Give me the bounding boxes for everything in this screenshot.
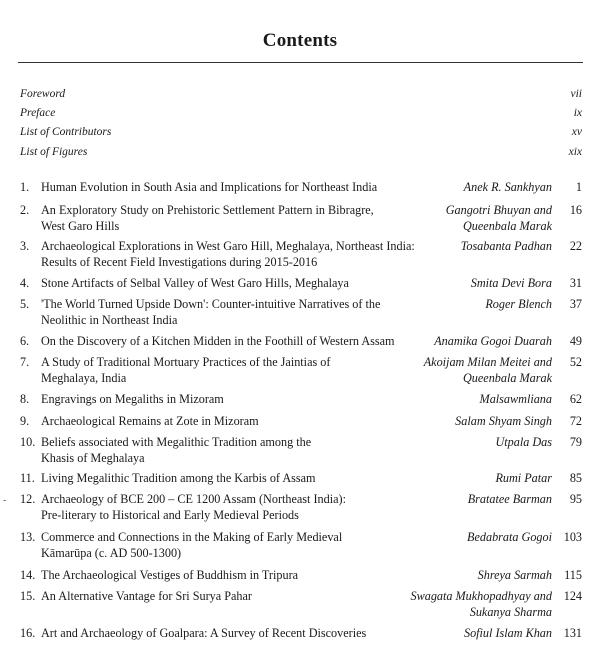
chapter-number: 14.: [20, 568, 36, 582]
chapter-title-line: Results of Recent Field Investigations during 2015-2016: [41, 254, 318, 269]
page-number: 72: [569, 414, 582, 428]
page-number: 103: [563, 530, 582, 544]
chapter-title: [41, 471, 441, 487]
author-line: Queenbala Marak: [462, 218, 552, 233]
chapter-number: 9.: [20, 414, 30, 428]
chapter-title-line: On the Discovery of a Kitchen Midden in the Foothill of Western Assam: [41, 334, 395, 348]
front-matter-label: Foreword: [20, 88, 66, 100]
chapter-title-line: Khasis of Meghalaya: [41, 450, 145, 465]
page-number: 115: [564, 568, 582, 582]
chapter-number: 4.: [20, 276, 30, 290]
chapter-title-line: Neolithic in Northeast India: [41, 312, 178, 327]
front-matter-page: vii: [570, 88, 582, 100]
chapter-number: 8.: [20, 392, 30, 406]
front-matter-item[interactable]: [20, 107, 582, 125]
chapter-authors: [382, 568, 552, 584]
chapter-title-line: Living Megalithic Tradition among the Karbis of Assam: [41, 471, 316, 485]
chapter-title: [41, 203, 441, 234]
chapter-authors: [382, 297, 552, 313]
front-matter-label: List of Contributors: [20, 126, 112, 138]
chapter-authors: [382, 392, 552, 408]
chapter-title: [41, 239, 441, 270]
page-number: 37: [569, 297, 582, 311]
author-line: Roger Blench: [485, 297, 552, 311]
chapter-authors: [382, 471, 552, 487]
toc-entry[interactable]: [20, 435, 582, 467]
chapter-number: 10.: [20, 435, 36, 449]
chapter-authors: [382, 355, 552, 386]
author-line: Utpala Das: [495, 435, 552, 449]
front-matter-item[interactable]: [20, 88, 582, 106]
chapter-title: [41, 589, 441, 605]
chapter-number: 11.: [20, 471, 35, 485]
margin-mark: -: [3, 495, 7, 506]
chapter-title-line: A Study of Traditional Mortuary Practices of the Jaintias of: [41, 355, 331, 369]
chapter-title-line: Pre-literary to Historical and Early Medieval Periods: [41, 507, 299, 522]
chapter-title: [41, 392, 441, 408]
chapter-title-line: An Exploratory Study on Prehistoric Settlement Pattern in Bibragre,: [41, 203, 374, 217]
chapter-title-line: Archaeological Remains at Zote in Mizoram: [41, 414, 259, 428]
chapter-authors: [382, 530, 552, 546]
chapter-title-line: Art and Archaeology of Goalpara: A Survey of Recent Discoveries: [41, 626, 367, 640]
chapter-authors: [382, 435, 552, 451]
page-number: 22: [569, 239, 582, 253]
page-number: 1: [575, 180, 582, 194]
author-line: Malsawmliana: [479, 392, 552, 406]
chapter-title: [41, 530, 441, 561]
author-line: Sofiul Islam Khan: [463, 626, 552, 640]
chapter-title: [41, 492, 441, 523]
toc-entry[interactable]: [20, 297, 582, 329]
front-matter-item[interactable]: [20, 146, 582, 164]
chapter-title-line: Archaeology of BCE 200 – CE 1200 Assam (Northeast India):: [41, 492, 346, 506]
page-title: Contents: [262, 30, 338, 51]
chapter-title-line: An Alternative Vantage for Sri Surya Pahar: [41, 589, 252, 603]
author-line: Anamika Gogoi Duarah: [434, 334, 552, 348]
author-line: Queenbala Marak: [462, 370, 552, 385]
front-matter-page: xix: [568, 146, 582, 158]
chapter-number: 16.: [20, 626, 36, 640]
author-line: Sukanya Sharma: [469, 604, 552, 619]
chapter-title-line: 'The World Turned Upside Down': Counter-intuitive Narratives of the: [41, 297, 381, 311]
toc-entry[interactable]: [20, 626, 582, 658]
chapter-authors: [382, 334, 552, 350]
chapter-title: [41, 355, 441, 386]
author-line: Shreya Sarmah: [477, 568, 552, 582]
toc-entry[interactable]: [20, 355, 582, 387]
front-matter-page: ix: [573, 107, 582, 119]
chapter-authors: [382, 589, 552, 620]
author-line: Rumi Patar: [495, 471, 552, 485]
chapter-title: [41, 180, 441, 196]
chapter-title-line: Kāmarūpa (c. AD 500-1300): [41, 545, 182, 560]
chapter-number: 6.: [20, 334, 30, 348]
front-matter-label: Preface: [20, 107, 56, 119]
chapter-authors: [382, 626, 552, 642]
front-matter-label: List of Figures: [20, 146, 88, 158]
chapter-number: 3.: [20, 239, 30, 253]
page-number: 52: [569, 355, 582, 369]
page-number: 131: [563, 626, 582, 640]
chapter-number: 1.: [20, 180, 30, 194]
toc-entry[interactable]: [20, 492, 582, 524]
chapter-authors: [382, 203, 552, 234]
chapter-number: 5.: [20, 297, 30, 311]
chapter-title: [41, 276, 441, 292]
page-number: 79: [569, 435, 582, 449]
author-line: Akoijam Milan Meitei and: [423, 355, 552, 369]
chapter-number: 7.: [20, 355, 30, 369]
chapter-number: 15.: [20, 589, 36, 603]
author-line: Smita Devi Bora: [470, 276, 552, 290]
chapter-authors: [382, 492, 552, 508]
toc-entry[interactable]: [20, 589, 582, 621]
front-matter-page: xv: [571, 126, 582, 138]
author-line: Salam Shyam Singh: [455, 414, 552, 428]
chapter-title-line: Meghalaya, India: [41, 370, 127, 385]
chapter-authors: [382, 239, 552, 255]
chapter-title-line: Beliefs associated with Megalithic Tradition among the: [41, 435, 312, 449]
toc-entry[interactable]: [20, 530, 582, 562]
author-line: Tosabanta Padhan: [460, 239, 552, 253]
chapter-number: 12.: [20, 492, 36, 506]
author-line: Bedabrata Gogoi: [467, 530, 552, 544]
chapter-number: 2.: [20, 203, 30, 217]
page-number: 62: [569, 392, 582, 406]
chapter-number: 13.: [20, 530, 36, 544]
page-number: 85: [569, 471, 582, 485]
chapter-authors: [382, 414, 552, 430]
chapter-title-line: Human Evolution in South Asia and Implications for Northeast India: [41, 180, 378, 194]
author-line: Anek R. Sankhyan: [463, 180, 552, 194]
author-line: Bratatee Barman: [467, 492, 552, 506]
toc-entry[interactable]: [20, 239, 582, 271]
page-number: 124: [563, 589, 582, 603]
title-divider: [18, 62, 583, 63]
chapter-title-line: Commerce and Connections in the Making of Early Medieval: [41, 530, 343, 544]
page-number: 16: [569, 203, 582, 217]
chapter-authors: [382, 180, 552, 196]
chapter-title-line: West Garo Hills: [41, 218, 120, 233]
chapter-title-line: Archaeological Explorations in West Garo Hill, Meghalaya, Northeast India:: [41, 239, 415, 253]
page-number: 95: [569, 492, 582, 506]
page-number: 31: [569, 276, 582, 290]
chapter-title: [41, 334, 441, 350]
front-matter-item[interactable]: [20, 126, 582, 144]
toc-entry[interactable]: [20, 203, 582, 235]
chapter-authors: [382, 276, 552, 292]
page-number: 49: [569, 334, 582, 348]
chapter-title: [41, 626, 441, 642]
chapter-title: [41, 435, 441, 466]
chapter-title: [41, 414, 441, 430]
chapter-title-line: Stone Artifacts of Selbal Valley of West Garo Hills, Meghalaya: [41, 276, 349, 290]
author-line: Gangotri Bhuyan and: [445, 203, 552, 217]
chapter-title-line: The Archaeological Vestiges of Buddhism in Tripura: [41, 568, 299, 582]
author-line: Swagata Mukhopadhyay and: [410, 589, 552, 603]
chapter-title: [41, 568, 441, 584]
chapter-title: [41, 297, 441, 328]
chapter-title-line: Engravings on Megaliths in Mizoram: [41, 392, 224, 406]
